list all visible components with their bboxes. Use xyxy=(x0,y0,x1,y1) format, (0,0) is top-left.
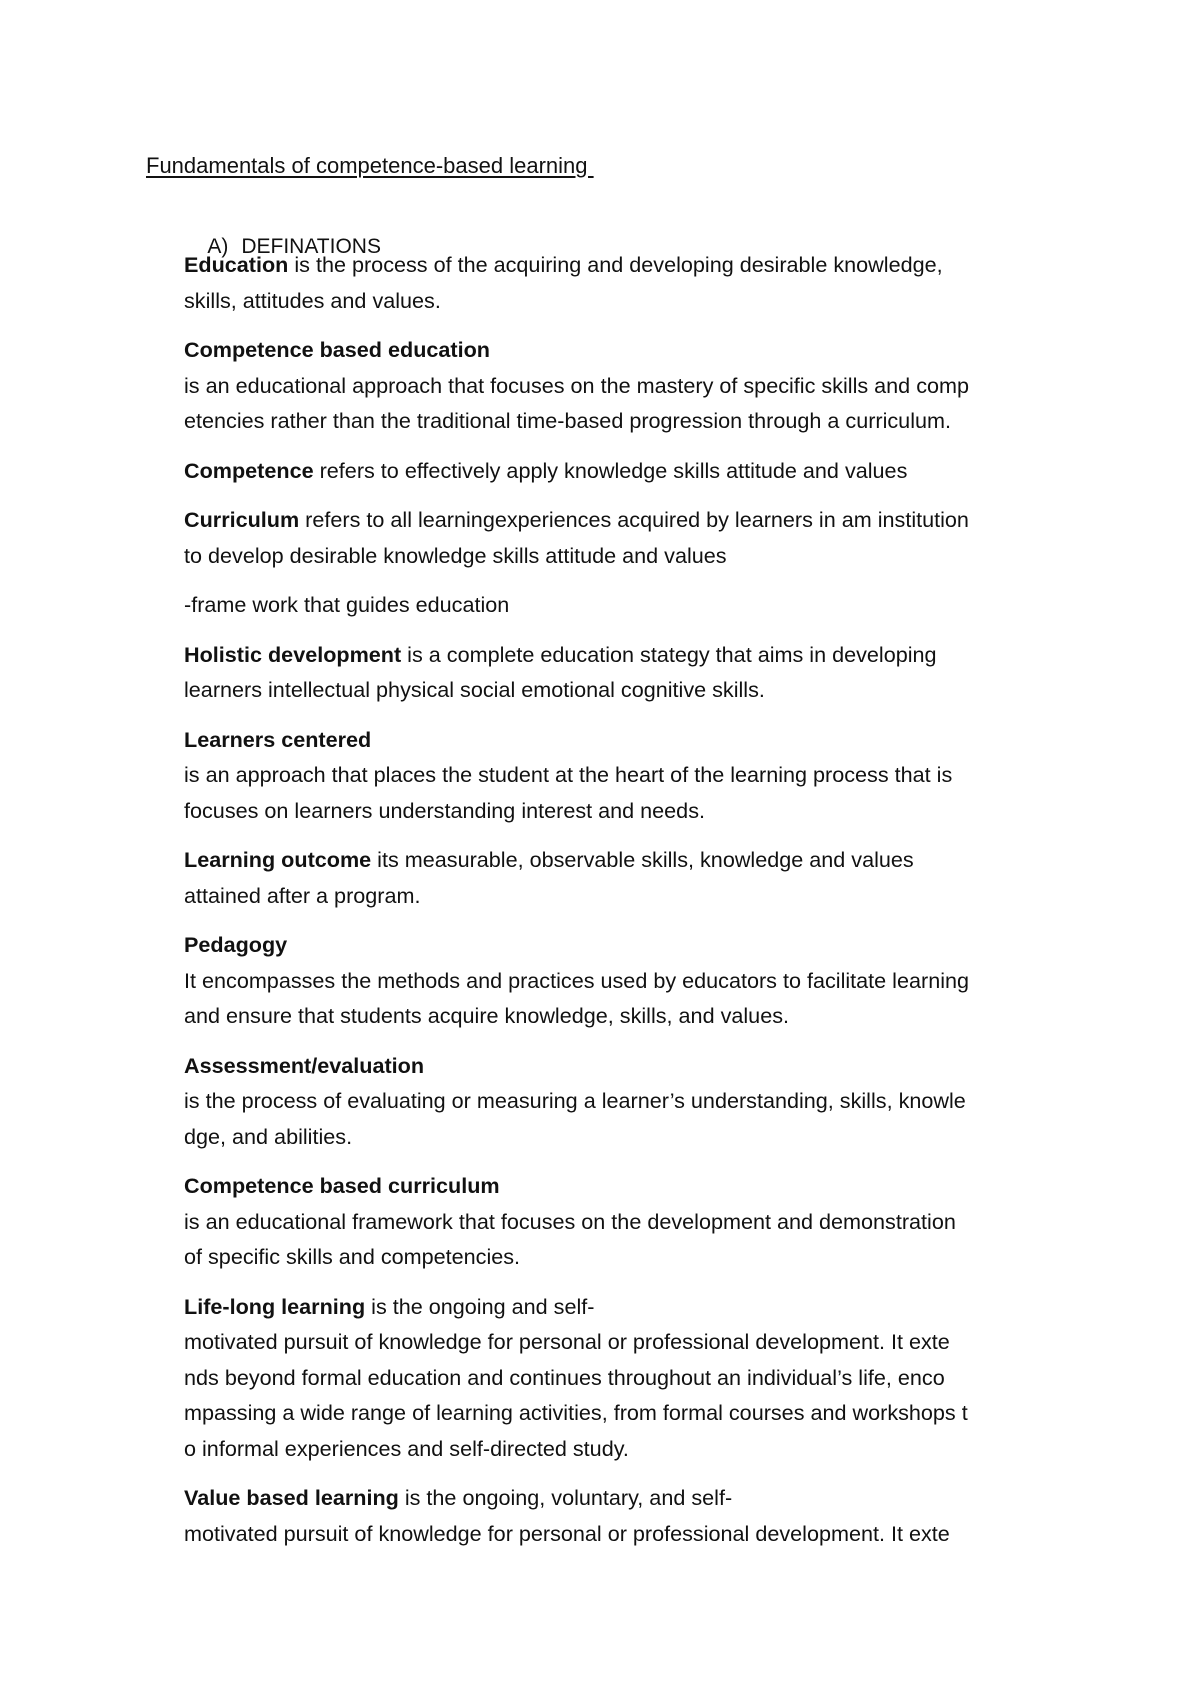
definition-term: Curriculum xyxy=(184,507,300,532)
definition-text-line: is the process of evaluating or measuring a learner’s understanding, skills, knowle xyxy=(184,1088,966,1113)
definition-entry xyxy=(184,1168,1084,1275)
definition-text-line: motivated pursuit of knowledge for personal or professional development. It exte xyxy=(184,1329,950,1354)
definition-term: Pedagogy xyxy=(184,932,288,957)
definition-text-line: is an approach that places the student at the heart of the learning process that is xyxy=(184,762,953,787)
definition-text: its measurable, observable skills, knowledge and values xyxy=(371,847,914,872)
definition-first-line xyxy=(184,502,1084,538)
definition-entry xyxy=(184,722,1084,829)
definition-first-line xyxy=(184,637,1084,673)
definition-text: is the ongoing and self- xyxy=(365,1293,595,1319)
definition-text-line: learners intellectual physical social emotional cognitive skills. xyxy=(184,677,765,702)
definition-first-line xyxy=(184,842,1084,878)
definition-term: Learning outcome xyxy=(184,847,372,872)
definition-first-line xyxy=(184,453,1084,489)
definition-text-line: mpassing a wide range of learning activities, from formal courses and workshops t xyxy=(184,1400,968,1425)
definition-entry xyxy=(184,1048,1084,1155)
definition-first-line xyxy=(184,927,1084,963)
definition-first-line xyxy=(184,1480,1084,1516)
definition-text-line: is an educational approach that focuses on the mastery of specific skills and comp xyxy=(184,372,969,398)
definition-first-line xyxy=(184,1168,1084,1204)
definition-text-line: focuses on learners understanding interest and needs. xyxy=(184,797,705,823)
definition-text-line: dge, and abilities. xyxy=(184,1123,353,1149)
definition-text: is the process of the acquiring and developing desirable knowledge, xyxy=(288,252,943,277)
definition-text: -frame work that guides education xyxy=(184,592,510,617)
definition-term: Learners centered xyxy=(184,726,372,752)
definition-first-line xyxy=(184,587,1084,623)
definition-text: refers to all learningexperiences acquired by learners in am institution xyxy=(299,507,969,532)
definition-term: Competence xyxy=(184,457,314,483)
definition-text-line: etencies rather than the traditional time-based progression through a curriculum. xyxy=(184,408,951,433)
definition-text-line: It encompasses the methods and practices used by educators to facilitate learning xyxy=(184,967,970,993)
definition-entry xyxy=(184,453,1084,489)
definition-term: Competence based education xyxy=(184,337,490,362)
definition-text-line: attained after a program. xyxy=(184,882,421,908)
definition-term: Competence based curriculum xyxy=(184,1173,500,1198)
definition-first-line xyxy=(184,332,1084,368)
definition-term: Life-long learning xyxy=(184,1293,366,1319)
section-marker: A) xyxy=(207,235,229,258)
definition-term: Assessment/evaluation xyxy=(184,1052,425,1078)
definition-first-line xyxy=(184,1289,1084,1325)
definition-entry xyxy=(184,502,1084,573)
definition-term: Holistic development xyxy=(184,641,402,667)
definitions-list xyxy=(184,247,1084,1565)
definition-entry xyxy=(184,1289,1084,1467)
section-heading-text: DEFINATIONS xyxy=(241,235,381,258)
definition-entry xyxy=(184,587,1084,623)
definition-first-line xyxy=(184,247,1084,283)
definition-entry xyxy=(184,332,1084,439)
definition-text: is a complete education stategy that aims in developing xyxy=(401,641,937,667)
definition-entry xyxy=(184,247,1084,318)
definition-entry xyxy=(184,927,1084,1034)
definition-first-line xyxy=(184,722,1084,758)
definition-entry xyxy=(184,842,1084,913)
definition-term: Education xyxy=(184,252,289,277)
definition-text-line: is an educational framework that focuses on the development and demonstration xyxy=(184,1208,956,1234)
definition-text-line: of specific skills and competencies. xyxy=(184,1244,521,1269)
definition-entry xyxy=(184,637,1084,708)
definition-text-line: skills, attitudes and values. xyxy=(184,287,441,313)
definition-text-line: motivated pursuit of knowledge for personal or professional development. It exte xyxy=(184,1520,950,1546)
document-title: Fundamentals of competence-based learning xyxy=(146,153,594,178)
definition-text-line: o informal experiences and self-directed study. xyxy=(184,1435,629,1461)
definition-text-line: to develop desirable knowledge skills attitude and values xyxy=(184,542,727,568)
definition-first-line xyxy=(184,1048,1084,1084)
definition-term: Value based learning xyxy=(184,1485,399,1510)
definition-text: is the ongoing, voluntary, and self- xyxy=(398,1485,733,1510)
definition-text-line: and ensure that students acquire knowledge, skills, and values. xyxy=(184,1003,789,1028)
definition-entry xyxy=(184,1480,1084,1551)
definition-text: refers to effectively apply knowledge skills attitude and values xyxy=(313,457,908,483)
definition-text-line: nds beyond formal education and continues throughout an individual’s life, enco xyxy=(184,1364,945,1390)
